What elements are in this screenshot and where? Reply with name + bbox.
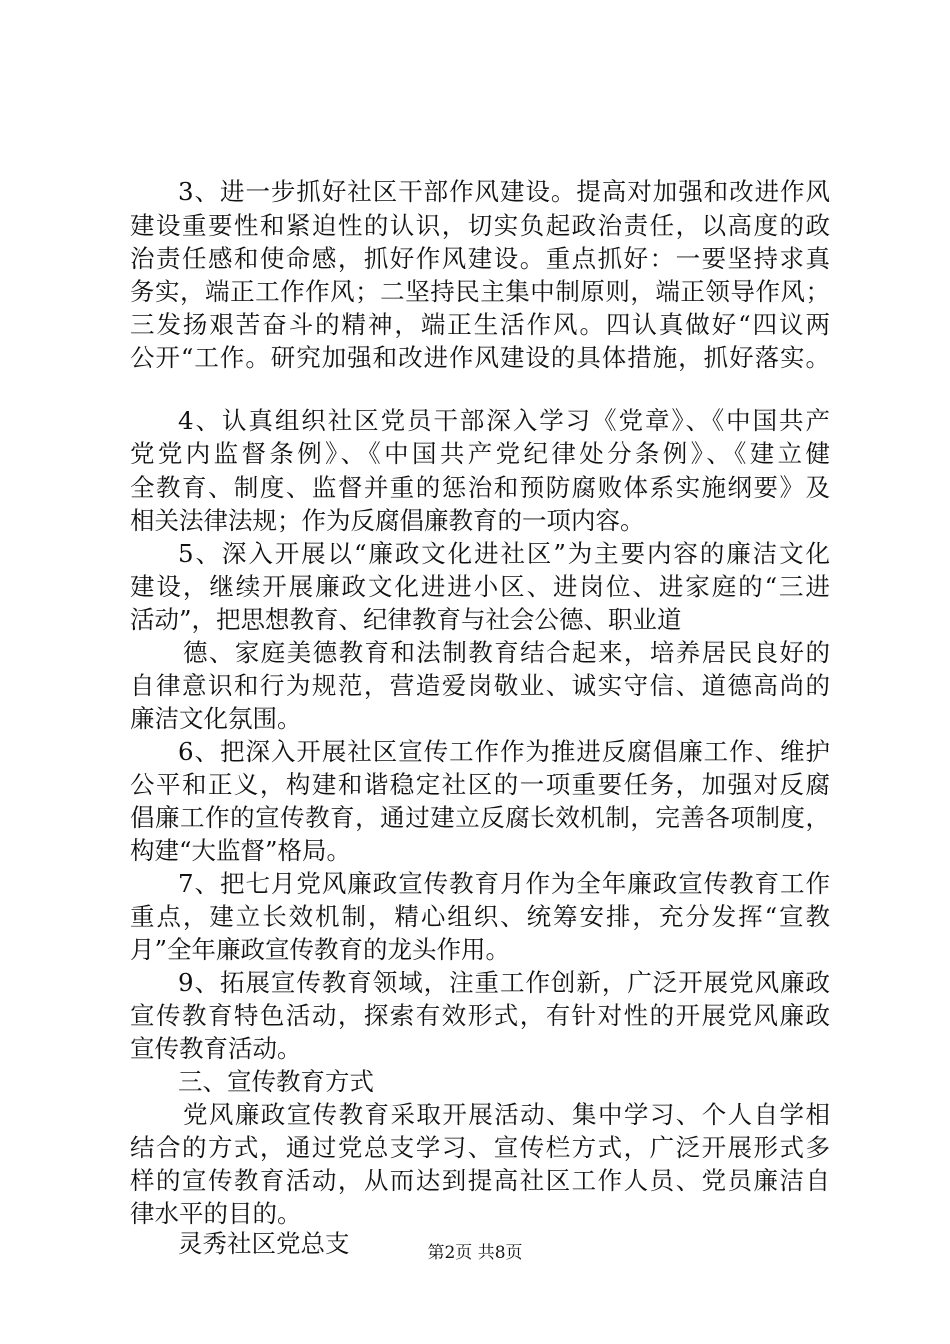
- paragraph-1-line-6: 公开“工作。研究加强和改进作风建设的具体措施，抓好落实。: [130, 343, 830, 372]
- paragraph-2-line-2: 党党内监督条例》、《中国共产党纪律处分条例》、《建立健: [130, 439, 830, 468]
- paragraph-8-line-4: 律水平的目的。: [130, 1199, 302, 1228]
- paragraph-7-line-1: 9、拓展宣传教育领域，注重工作创新，广泛开展党风廉政: [178, 968, 830, 997]
- paragraph-6-line-3: 月”全年廉政宣传教育的龙头作用。: [130, 935, 511, 964]
- paragraph-4-line-2: 自律意识和行为规范，营造爱岗敬业、诚实守信、道德高尚的: [130, 671, 830, 700]
- paragraph-3-line-1: 5、深入开展以“廉政文化进社区”为主要内容的廉洁文化: [178, 539, 830, 568]
- paragraph-1-line-2: 建设重要性和紧迫性的认识，切实负起政治责任，以高度的政: [130, 211, 830, 240]
- paragraph-2-line-4: 相关法律法规；作为反腐倡廉教育的一项内容。: [130, 506, 645, 535]
- paragraph-4-line-1: 德、家庭美德教育和法制教育结合起来，培养居民良好的: [183, 638, 830, 667]
- paragraph-5-line-1: 6、把深入开展社区宣传工作作为推进反腐倡廉工作、维护: [178, 737, 830, 766]
- paragraph-6-line-2: 重点，建立长效机制，精心组织、统筹安排，充分发挥“宣教: [130, 902, 830, 931]
- section-heading: 三、宣传教育方式: [178, 1067, 374, 1096]
- signature-org: 灵秀社区党总支: [178, 1229, 350, 1258]
- paragraph-3-line-3: 活动”，把思想教育、纪律教育与社会公德、职业道: [130, 605, 682, 634]
- paragraph-3-line-2: 建设，继续开展廉政文化进进小区、进岗位、进家庭的“三进: [130, 572, 830, 601]
- paragraph-7-line-2: 宣传教育特色活动，探索有效形式，有针对性的开展党风廉政: [130, 1001, 830, 1030]
- paragraph-1-line-4: 务实，端正工作作风；二坚持民主集中制原则，端正领导作风；: [130, 277, 830, 306]
- paragraph-2-line-3: 全教育、制度、监督并重的惩治和预防腐败体系实施纲要》及: [130, 473, 830, 502]
- paragraph-8-line-2: 结合的方式，通过党总支学习、宣传栏方式，广泛开展形式多: [130, 1133, 830, 1162]
- paragraph-5-line-4: 构建“大监督”格局。: [130, 836, 352, 865]
- paragraph-2-line-1: 4、认真组织社区党员干部深入学习《党章》、《中国共产: [178, 406, 830, 435]
- paragraph-4-line-3: 廉洁文化氛围。: [130, 704, 302, 733]
- page-number-footer: 第2页 共8页: [427, 1243, 523, 1263]
- paragraph-8-line-1: 党风廉政宣传教育采取开展活动、集中学习、个人自学相: [183, 1100, 830, 1129]
- paragraph-7-line-3: 宣传教育活动。: [130, 1034, 302, 1063]
- paragraph-8-line-3: 样的宣传教育活动，从而达到提高社区工作人员、党员廉洁自: [130, 1166, 830, 1195]
- paragraph-1-line-1: 3、进一步抓好社区干部作风建设。提高对加强和改进作风: [178, 177, 830, 206]
- paragraph-1-line-5: 三发扬艰苦奋斗的精神，端正生活作风。四认真做好“四议两: [130, 310, 830, 339]
- paragraph-5-line-3: 倡廉工作的宣传教育，通过建立反腐长效机制，完善各项制度，: [130, 803, 830, 832]
- paragraph-1-line-3: 治责任感和使命感，抓好作风建设。重点抓好：一要坚持求真: [130, 244, 830, 273]
- paragraph-5-line-2: 公平和正义，构建和谐稳定社区的一项重要任务，加强对反腐: [130, 770, 830, 799]
- paragraph-6-line-1: 7、把七月党风廉政宣传教育月作为全年廉政宣传教育工作: [178, 869, 830, 898]
